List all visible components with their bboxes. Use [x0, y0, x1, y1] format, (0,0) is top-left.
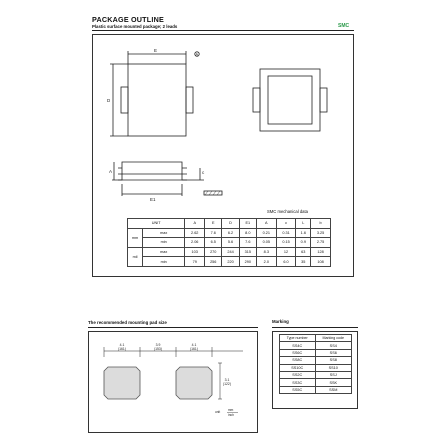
cell: 1.6	[296, 228, 311, 238]
cell: 2.62	[185, 228, 205, 238]
col-e: E	[205, 219, 222, 229]
mounting-rule	[88, 327, 258, 328]
pad-dim-1-inch: (161)	[118, 347, 126, 351]
pad-dim-2-inch: (153)	[154, 347, 162, 351]
cell: 6.0	[276, 257, 296, 267]
cell: 8.3	[256, 247, 276, 257]
table-row	[280, 364, 352, 371]
label-a-circle: A	[195, 52, 198, 57]
cell: 7.6	[205, 228, 222, 238]
page-subtitle: Plastic surface mounted package; 2 leads	[92, 24, 178, 29]
top-view-lead-left	[121, 87, 128, 113]
col-d: D	[222, 219, 239, 229]
cell: 7.6	[239, 238, 256, 248]
label-c: c	[202, 170, 205, 175]
cell: 0.15	[276, 238, 296, 248]
cell: 290	[239, 257, 256, 267]
table-row	[128, 247, 331, 257]
side-view-body	[122, 162, 182, 174]
col-a2: A	[256, 219, 276, 229]
end-view-inner	[268, 76, 312, 124]
label-d: D	[107, 98, 111, 103]
cell: 0.31	[276, 228, 296, 238]
cell: SSJ	[315, 371, 351, 378]
cell: SS6	[315, 349, 351, 356]
cell: SSM	[315, 386, 351, 393]
marking-rule	[272, 327, 358, 328]
cell: 0.21	[256, 228, 276, 238]
cell: SS6C	[280, 349, 316, 356]
cell: 8.0	[239, 228, 256, 238]
cell: 128	[311, 247, 331, 257]
page-title: PACKAGE OUTLINE	[92, 15, 164, 24]
table-row	[128, 228, 331, 238]
cell: SS8	[315, 357, 351, 364]
cell: 63	[296, 247, 311, 257]
table-row	[280, 349, 352, 356]
mechanical-data-caption: SMC mechanical data	[267, 209, 308, 214]
row-sub: min	[143, 238, 185, 248]
package-code: SMC	[338, 23, 350, 29]
col-type-number: Type number	[280, 335, 316, 342]
col-marking-code: Marking code	[315, 335, 351, 342]
dimension-table-header	[128, 219, 331, 229]
cell: SS10C	[280, 364, 316, 371]
row-sub: max	[143, 228, 185, 238]
cell: SS4	[315, 342, 351, 349]
top-view-lead-right	[186, 87, 193, 113]
cell: 2.06	[185, 238, 205, 248]
table-row	[280, 386, 352, 393]
cell: 2.75	[311, 238, 331, 248]
table-row	[280, 357, 352, 364]
dimension-table	[127, 218, 331, 267]
cell: 2.0	[256, 257, 276, 267]
pad-dim-2: 3.9	[155, 343, 161, 347]
end-view-body	[260, 69, 320, 131]
row-sub: max	[143, 247, 185, 257]
pad-dim-3: 4.1	[191, 343, 197, 347]
unit-note-inch: inch	[228, 413, 234, 417]
pad-dim-1: 4.1	[119, 343, 125, 347]
cell: 6.2	[222, 228, 239, 238]
top-view-body	[128, 64, 186, 136]
cell: 108	[311, 257, 331, 267]
cell: 35	[296, 257, 311, 267]
cell: 79	[185, 257, 205, 267]
col-b: b	[311, 219, 331, 229]
col-c: c	[276, 219, 296, 229]
table-row	[128, 257, 331, 267]
table-row	[280, 342, 352, 349]
cell: 12	[276, 247, 296, 257]
row-sub: min	[143, 257, 185, 267]
unit-mm: mm	[128, 228, 143, 247]
cell: 6.5	[205, 238, 222, 248]
cell: 3.25	[311, 228, 331, 238]
mounting-pad-drawing	[88, 331, 258, 433]
cell: 244	[222, 247, 239, 257]
table-row	[128, 238, 331, 248]
header-rule	[92, 30, 354, 31]
cell: 0.05	[256, 238, 276, 248]
col-e1: E1	[239, 219, 256, 229]
col-a: A	[185, 219, 205, 229]
mounting-pad-right	[176, 367, 212, 399]
cell: SS3C	[280, 379, 316, 386]
table-row	[280, 371, 352, 378]
cell: SS8C	[280, 357, 316, 364]
end-view-lead-left	[253, 88, 260, 112]
marking-title: Marking	[272, 319, 289, 324]
col-unit: UNIT	[128, 219, 185, 229]
table-row	[280, 379, 352, 386]
cell: SS5C	[280, 386, 316, 393]
cell: 0.9	[296, 238, 311, 248]
cell: SS2C	[280, 371, 316, 378]
cell: SSK	[315, 379, 351, 386]
marking-table	[279, 334, 352, 394]
cell: SS4C	[280, 342, 316, 349]
end-view-lead-right	[320, 88, 327, 112]
cell: 270	[205, 247, 222, 257]
marking-table-header	[280, 335, 352, 342]
unit-mil: mil	[128, 247, 143, 266]
pad-dim-3-inch: (161)	[190, 347, 198, 351]
cell: 5.6	[222, 238, 239, 248]
mounting-pad-title: The recommended mounting pad size	[88, 320, 167, 325]
label-e1: E1	[150, 197, 156, 202]
label-side-a: A	[109, 169, 113, 174]
cell: 256	[205, 257, 222, 267]
mounting-pad-left	[104, 367, 140, 399]
cell: 315	[239, 247, 256, 257]
cell: SS10	[315, 364, 351, 371]
unit-note-mm: mm	[228, 408, 234, 412]
unit-prefix: unit	[215, 410, 221, 414]
cell: 220	[222, 257, 239, 267]
cell: 103	[185, 247, 205, 257]
pad-dim-4: 3.1	[224, 378, 230, 382]
col-l: L	[296, 219, 311, 229]
pad-dim-4-inch: (122)	[223, 382, 231, 386]
label-e: E	[154, 48, 158, 53]
